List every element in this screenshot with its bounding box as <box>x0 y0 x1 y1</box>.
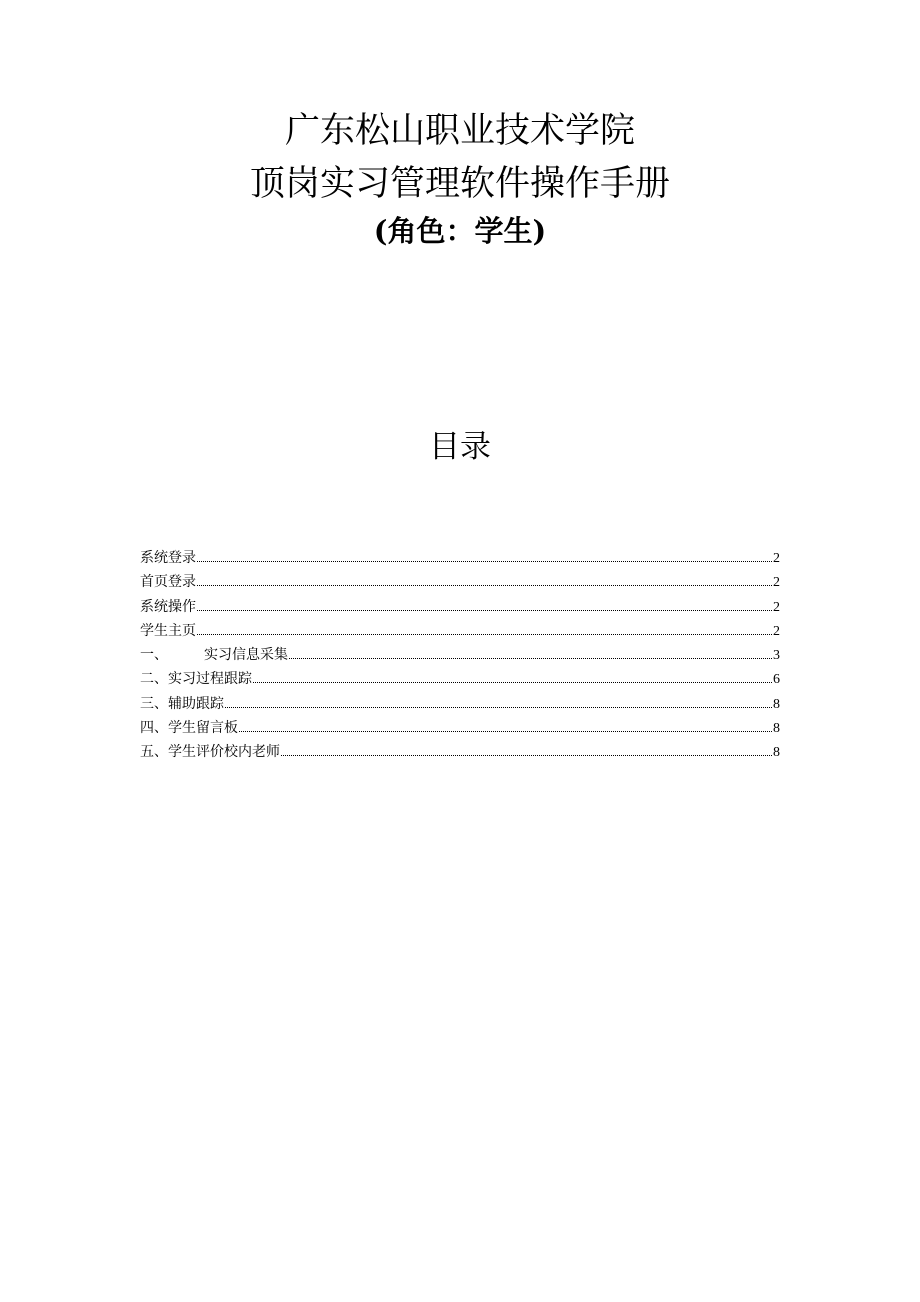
toc-leader-dots <box>289 657 772 659</box>
toc-entry-number: 一、 <box>140 647 168 664</box>
toc-leader-dots <box>253 681 772 683</box>
document-title-line-1: 广东松山职业技术学院 <box>284 111 635 151</box>
toc-leader-dots <box>197 584 772 586</box>
toc-entry-label: 学生留言板 <box>168 720 238 737</box>
toc-entry-label: 辅助跟踪 <box>168 695 224 712</box>
toc-leader-dots <box>197 609 772 611</box>
toc-entry-page: 8 <box>773 696 780 712</box>
toc-entry-label: 学生评价校内老师 <box>168 744 280 761</box>
toc-entry-page: 3 <box>773 648 780 664</box>
toc-entry-label: 系统操作 <box>140 598 196 615</box>
toc-entry-label: 首页登录 <box>140 574 196 591</box>
toc-entry-auxiliary-tracking[interactable] <box>140 694 780 718</box>
toc-entry-label: 学生主页 <box>140 622 196 639</box>
toc-entry-process-tracking[interactable] <box>140 669 780 693</box>
toc-leader-dots <box>225 706 772 708</box>
toc-entry-number: 三、 <box>140 695 168 712</box>
toc-entry-page: 6 <box>773 672 780 688</box>
toc-entry-page: 2 <box>773 575 780 591</box>
toc-entry-page: 8 <box>773 745 780 761</box>
toc-entry-home-login[interactable] <box>140 572 780 596</box>
toc-entry-page: 2 <box>773 551 780 566</box>
toc-entry-number: 四、 <box>140 720 168 737</box>
toc-entry-label: 系统登录 <box>140 550 196 566</box>
toc-leader-dots <box>197 633 772 635</box>
toc-entry-page: 2 <box>773 623 780 639</box>
toc-entry-system-login[interactable] <box>140 548 780 572</box>
toc-entry-page: 8 <box>773 721 780 737</box>
toc-leader-dots <box>281 754 772 756</box>
toc-leader-dots <box>239 730 772 732</box>
toc-entry-system-operation[interactable] <box>140 597 780 621</box>
toc-entry-number: 二、 <box>140 671 168 688</box>
table-of-contents <box>140 548 780 767</box>
role-subtitle: (角色：学生) <box>373 214 547 248</box>
document-title-line-2: 顶岗实习管理软件操作手册 <box>249 164 670 204</box>
toc-entry-message-board[interactable] <box>140 718 780 742</box>
toc-entry-label: 实习过程跟踪 <box>168 671 252 688</box>
toc-entry-internship-info[interactable] <box>140 645 780 669</box>
toc-leader-dots <box>197 560 772 562</box>
toc-entry-page: 2 <box>773 599 780 615</box>
toc-heading: 目录 <box>429 429 491 465</box>
toc-entry-student-home[interactable] <box>140 621 780 645</box>
toc-entry-number: 五、 <box>140 744 168 761</box>
toc-entry-label: 实习信息采集 <box>204 647 288 664</box>
toc-entry-teacher-evaluation[interactable] <box>140 742 780 766</box>
